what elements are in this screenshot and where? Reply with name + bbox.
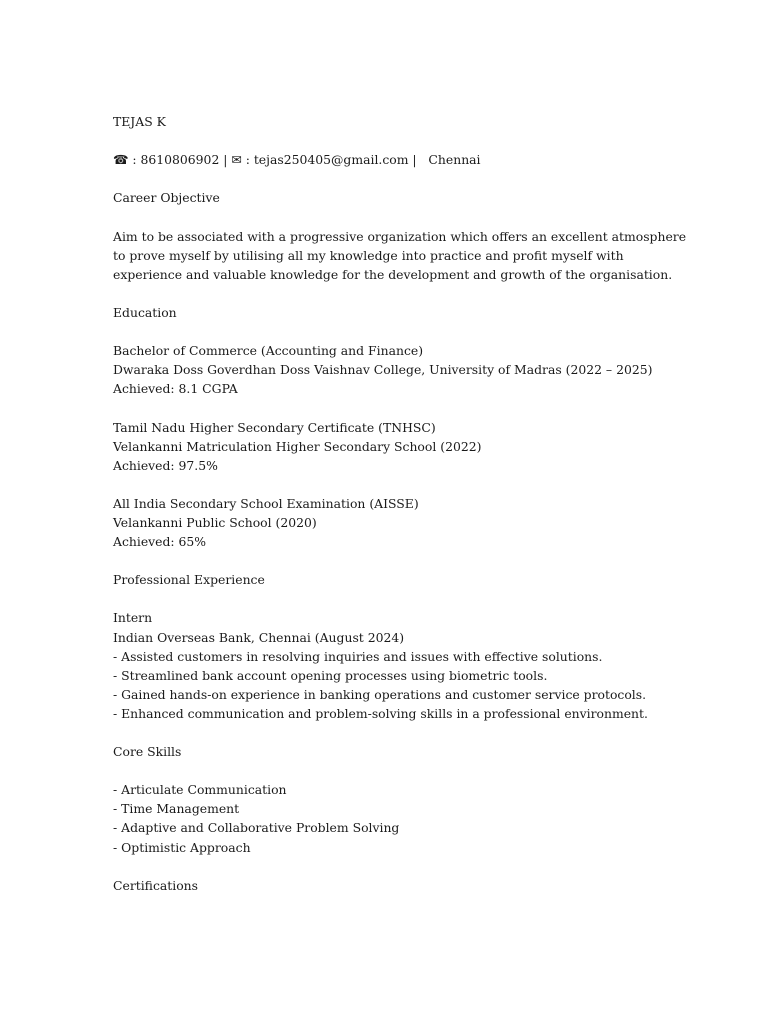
education-degree: Bachelor of Commerce (Accounting and Finance) xyxy=(113,343,424,359)
skill-item: - Optimistic Approach xyxy=(113,839,251,855)
objective-line: Aim to be associated with a progressive organization which offers an excellent atmosphere xyxy=(113,228,687,244)
education-degree: Tamil Nadu Higher Secondary Certificate (TNHSC) xyxy=(113,419,436,435)
resume-document xyxy=(113,112,687,895)
experience-bullet: - Gained hands-on experience in banking operations and customer service protocols. xyxy=(113,686,647,702)
section-heading-skills: Core Skills xyxy=(113,744,182,760)
spacer xyxy=(113,322,673,341)
spacer xyxy=(113,169,673,188)
experience-bullet: - Enhanced communication and problem-solving skills in a professional environment. xyxy=(113,705,648,721)
email-icon: ✉ xyxy=(231,152,242,168)
email-address: : tejas250405@gmail.com | Chennai xyxy=(241,152,481,168)
education-result: Achieved: 8.1 CGPA xyxy=(113,381,238,397)
experience-bullet: - Streamlined bank account opening processes using biometric tools. xyxy=(113,667,548,683)
spacer xyxy=(113,131,673,150)
candidate-name: TEJAS K xyxy=(113,114,166,129)
section-heading-education: Education xyxy=(113,304,177,320)
spacer xyxy=(113,551,673,570)
skill-item: - Adaptive and Collaborative Problem Solving xyxy=(113,820,400,836)
spacer xyxy=(113,207,673,226)
section-heading-experience: Professional Experience xyxy=(113,572,265,588)
education-institution: Velankanni Matriculation Higher Secondary School (2022) xyxy=(113,438,482,454)
contact-line xyxy=(113,150,673,169)
spacer xyxy=(113,475,673,494)
spacer xyxy=(113,589,673,608)
education-degree: All India Secondary School Examination (AISSE) xyxy=(113,495,419,511)
education-institution: Dwaraka Doss Goverdhan Doss Vaishnav College, University of Madras (2022 – 2025) xyxy=(113,362,653,378)
skill-item: - Time Management xyxy=(113,801,240,817)
education-result: Achieved: 65% xyxy=(113,534,207,550)
phone-icon: ☎ xyxy=(113,152,129,168)
spacer xyxy=(113,398,673,417)
spacer xyxy=(113,723,673,742)
objective-line: to prove myself by utilising all my knowledge into practice and profit myself with xyxy=(113,247,624,263)
spacer xyxy=(113,857,673,876)
spacer xyxy=(113,761,673,780)
experience-bullet: - Assisted customers in resolving inquiries and issues with effective solutions. xyxy=(113,648,603,664)
phone-number: : 8610806902 | xyxy=(128,152,232,168)
section-heading-objective: Career Objective xyxy=(113,190,220,206)
education-institution: Velankanni Public School (2020) xyxy=(113,514,317,530)
education-result: Achieved: 97.5% xyxy=(113,457,218,473)
spacer xyxy=(113,284,673,303)
experience-employer: Indian Overseas Bank, Chennai (August 2024) xyxy=(113,629,405,645)
experience-role: Intern xyxy=(113,610,153,626)
section-heading-certifications: Certifications xyxy=(113,877,199,893)
objective-line: experience and valuable knowledge for the development and growth of the organisation. xyxy=(113,266,673,282)
skill-item: - Articulate Communication xyxy=(113,782,287,798)
